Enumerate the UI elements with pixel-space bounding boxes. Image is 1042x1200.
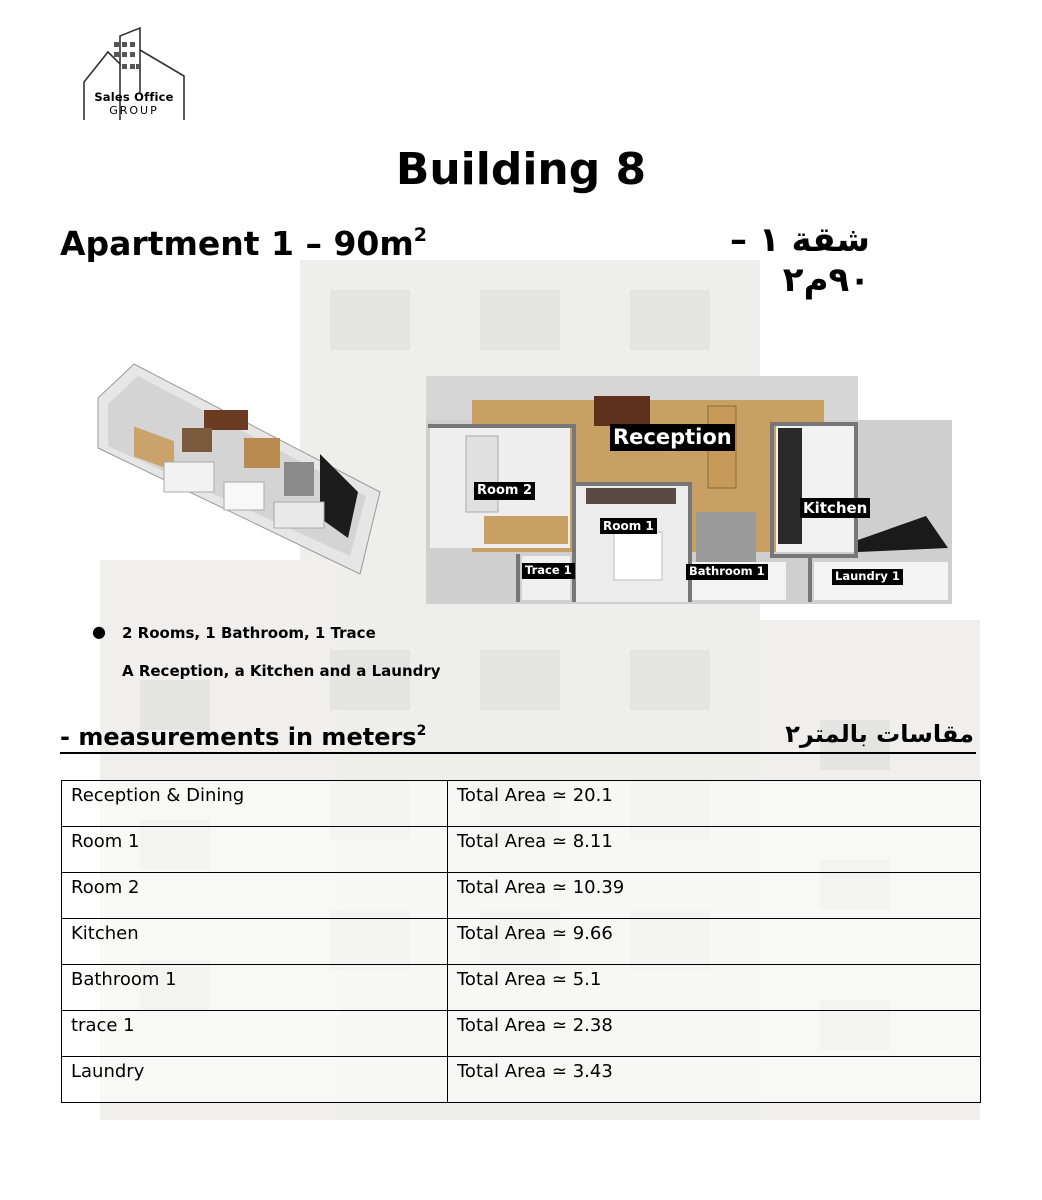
label-reception: Reception — [610, 424, 735, 451]
room-name: Bathroom 1 — [62, 965, 448, 1011]
table-row — [62, 965, 981, 1011]
floorplan-3d-image — [94, 352, 384, 586]
heading-divider — [60, 752, 976, 754]
room-name: Room 2 — [62, 873, 448, 919]
label-room1: Room 1 — [600, 518, 657, 534]
room-area: Total Area ≃ 20.1 — [448, 781, 981, 827]
room-area: Total Area ≃ 5.1 — [448, 965, 981, 1011]
room-name: Room 1 — [62, 827, 448, 873]
room-area: Total Area ≃ 2.38 — [448, 1011, 981, 1057]
table-row — [62, 1057, 981, 1103]
table-row — [62, 1011, 981, 1057]
room-area: Total Area ≃ 8.11 — [448, 827, 981, 873]
room-area: Total Area ≃ 10.39 — [448, 873, 981, 919]
room-area: Total Area ≃ 9.66 — [448, 919, 981, 965]
measurements-heading-english: - measurements in meters$^2$ — [60, 723, 427, 751]
logo-text: Sales Office — [94, 90, 174, 104]
table-row — [62, 781, 981, 827]
table-row — [62, 827, 981, 873]
room-area: Total Area ≃ 3.43 — [448, 1057, 981, 1103]
apartment-title-arabic: شقة ١ – ٩٠م٢ — [730, 220, 870, 300]
table-row — [62, 919, 981, 965]
measurements-heading-arabic: مقاسات بالمتر٢ — [785, 720, 974, 748]
apartment-title-english: Apartment $1 - 90m^2$ — [60, 224, 427, 263]
label-bathroom1: Bathroom 1 — [686, 564, 768, 580]
logo-subtext: GROUP — [109, 104, 159, 117]
label-kitchen: Kitchen — [800, 498, 870, 518]
bullet-icon: ● — [92, 622, 106, 641]
room-name: Laundry — [62, 1057, 448, 1103]
table-row — [62, 873, 981, 919]
features-line-1: 2 Rooms, 1 Bathroom, 1 Trace — [122, 624, 376, 642]
room-name: trace 1 — [62, 1011, 448, 1057]
room-name: Reception & Dining — [62, 781, 448, 827]
features-line-2: A Reception, a Kitchen and a Laundry — [122, 662, 441, 680]
floorplan-2d-image — [426, 376, 952, 604]
label-room2: Room 2 — [474, 482, 535, 500]
measurements-table — [61, 780, 981, 1103]
label-trace1: Trace 1 — [522, 563, 575, 579]
page-title: Building 8 — [395, 144, 647, 195]
label-laundry1: Laundry 1 — [832, 569, 903, 585]
room-name: Kitchen — [62, 919, 448, 965]
